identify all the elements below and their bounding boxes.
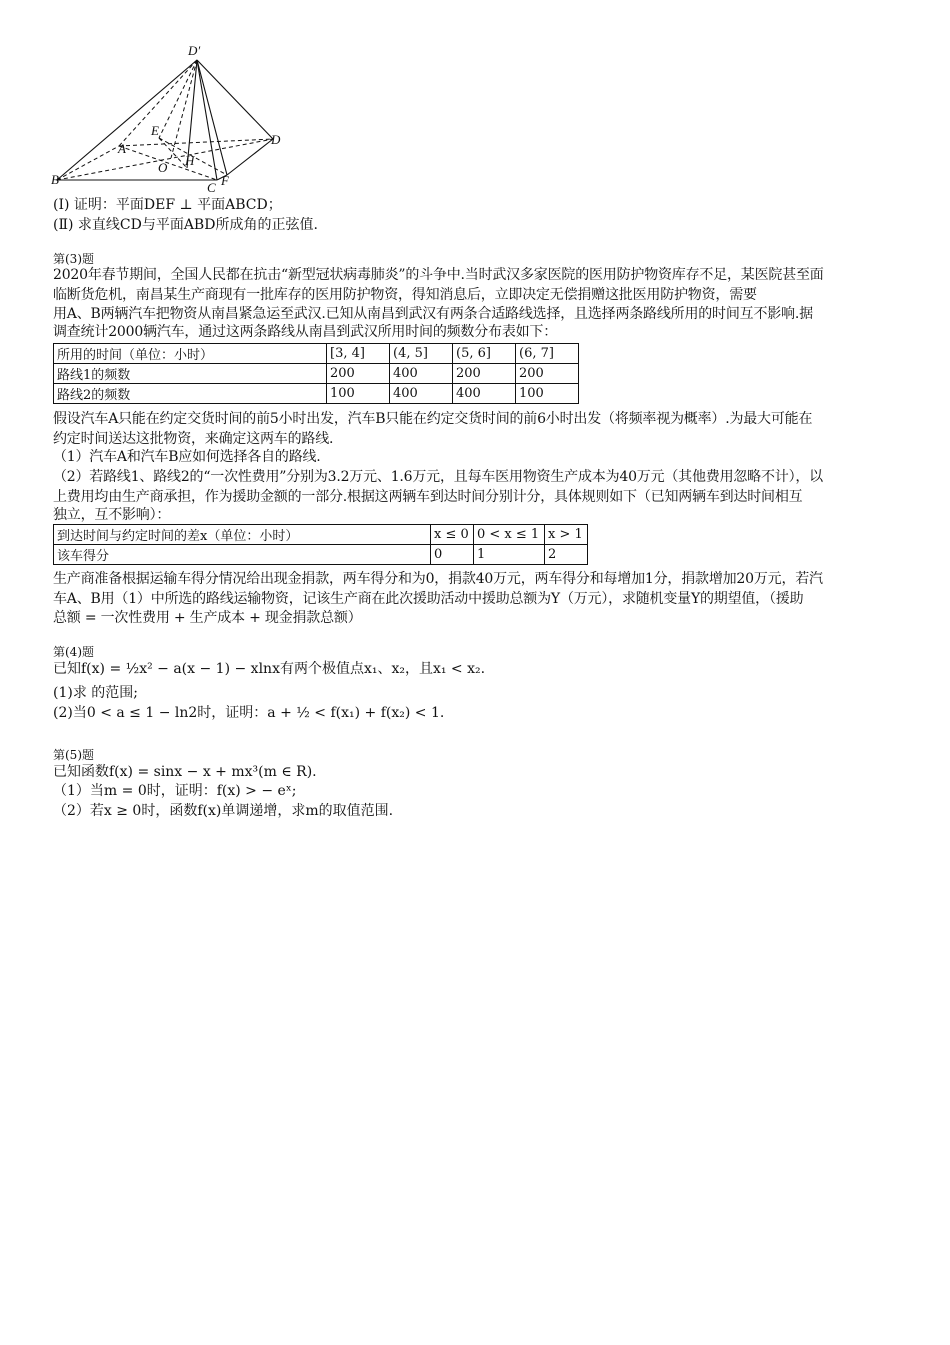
table-cell: 400 xyxy=(390,364,453,384)
table-cell: 2 xyxy=(545,545,588,565)
q3-mid-line: 约定时间送达这批物资，来确定这两车的路线. xyxy=(53,431,334,447)
table-header-cell: x ≤ 0 xyxy=(431,525,474,545)
table-cell: 200 xyxy=(453,364,516,384)
label-e: E xyxy=(151,123,159,138)
q3-score-table xyxy=(53,524,588,565)
table-header-row xyxy=(54,525,588,545)
edge-ac xyxy=(119,146,217,180)
table-header-cell: (4, 5] xyxy=(390,344,453,364)
table-header-cell: 到达时间与约定时间的差x（单位：小时） xyxy=(54,525,431,545)
q3-mid-line: 假设汽车A只能在约定交货时间的前5小时出发，汽车B只能在约定交货时间的前6小时出发（将频率视为概率）.为最大可能在 xyxy=(53,411,813,427)
q5-part1: （1）当m = 0时，证明：f(x) > − eˣ; xyxy=(53,783,297,799)
pyramid-diagram xyxy=(45,38,305,198)
table-row xyxy=(54,545,588,565)
q3-intro-line: 临断货危机，南昌某生产商现有一批库存的医用防护物资，得知消息后，立即决定无偿捐赠这批医用防护物资，需要 xyxy=(53,287,757,303)
q3-intro-line: 调查统计2000辆汽车，通过这两条路线从南昌到武汉所用时间的频数分布表如下： xyxy=(53,324,558,340)
q2-part1: (Ⅰ) 证明：平面DEF ⊥ 平面ABCD； xyxy=(53,197,282,213)
edge-df xyxy=(197,60,227,175)
q4-part1: (1)求 的范围; xyxy=(53,685,138,701)
table-cell: 400 xyxy=(390,384,453,404)
q3-end-line: 车A、B用（1）中所选的路线运输物资，记该生产商在此次援助活动中援助总额为Y（万元），求随机变量Y的期望值，（援助 xyxy=(53,591,804,607)
label-h: H xyxy=(185,153,195,168)
q3-mid-line: 独立，互不影响）： xyxy=(53,507,171,523)
label-a: A xyxy=(118,141,126,156)
q3-intro-line: 用A、B两辆汽车把物资从南昌紧急运至武汉.已知从南昌到武汉有两条合适路线选择，且选择两条路线所用的时间互不影响.据 xyxy=(53,306,813,322)
edge-ba xyxy=(57,146,119,180)
label-b: B xyxy=(51,172,59,187)
q3-end-line: 生产商准备根据运输车得分情况给出现金捐款，两车得分和为0，捐款40万元，两车得分和每增加1分，捐款增加20万元，若汽 xyxy=(53,571,823,587)
table-cell: 400 xyxy=(453,384,516,404)
q5-title: 第(5)题 xyxy=(53,748,94,762)
edge-dh xyxy=(187,60,197,168)
table-cell: 100 xyxy=(327,384,390,404)
label-c: C xyxy=(207,180,216,195)
table-cell: 该车得分 xyxy=(54,545,431,565)
q3-mid-line: 上费用均由生产商承担，作为援助金额的一部分.根据这两辆车到达时间分别计分，具体规则如下（已知两辆车到达时间相互 xyxy=(53,489,803,505)
q3-frequency-table xyxy=(53,343,579,404)
q4-stem: 已知f(x) = ½x² − a(x − 1) − xlnx有两个极值点x₁、x₂，且x₁ < x₂. xyxy=(53,661,486,677)
table-cell: 100 xyxy=(516,384,579,404)
edge-db xyxy=(57,60,197,180)
table-header-cell: (6, 7] xyxy=(516,344,579,364)
table-header-cell: x > 1 xyxy=(545,525,588,545)
table-cell: 200 xyxy=(327,364,390,384)
q2-part2: (Ⅱ) 求直线CD与平面ABD所成角的正弦值. xyxy=(53,217,318,233)
q5-part2: （2）若x ≥ 0时，函数f(x)单调递增，求m的取值范围. xyxy=(53,803,394,819)
q3-mid-line: （1）汽车A和汽车B应如何选择各自的路线. xyxy=(53,449,321,465)
q3-end-line: 总额 = 一次性费用 + 生产成本 + 现金捐款总额） xyxy=(53,610,362,626)
q3-intro-line: 2020年春节期间，全国人民都在抗击“新型冠状病毒肺炎”的斗争中.当时武汉多家医院的医用防护物资库存不足，某医院甚至面 xyxy=(53,267,824,283)
edge-ad xyxy=(119,139,273,146)
q4-part2: (2)当0 < a ≤ 1 − ln2时，证明：a + ½ < f(x₁) + f(x₂) < 1. xyxy=(53,705,445,721)
table-header-row xyxy=(54,344,579,364)
q3-title: 第(3)题 xyxy=(53,252,94,266)
table-cell: 0 xyxy=(431,545,474,565)
table-header-cell: 0 < x ≤ 1 xyxy=(474,525,545,545)
q4-title: 第(4)题 xyxy=(53,645,94,659)
q3-mid-line: （2）若路线1、路线2的“一次性费用”分别为3.2万元、1.6万元，且每车医用物资生产成本为40万元（其他费用忽略不计），以 xyxy=(53,469,823,485)
label-o: O xyxy=(158,160,168,175)
table-cell: 200 xyxy=(516,364,579,384)
edge-fd xyxy=(227,139,273,175)
q5-stem: 已知函数f(x) = sinx − x + mx³(m ∈ R). xyxy=(53,764,317,780)
table-cell: 路线1的频数 xyxy=(54,364,327,384)
table-row xyxy=(54,364,579,384)
table-header-cell: [3, 4] xyxy=(327,344,390,364)
table-cell: 1 xyxy=(474,545,545,565)
table-header-cell: (5, 6] xyxy=(453,344,516,364)
table-row xyxy=(54,384,579,404)
label-d-prime: D′ xyxy=(188,43,201,58)
table-cell: 路线2的频数 xyxy=(54,384,327,404)
label-d: D xyxy=(271,132,281,147)
pyramid-figure xyxy=(45,38,305,198)
table-header-cell: 所用的时间（单位：小时） xyxy=(54,344,327,364)
label-f: F xyxy=(221,173,229,188)
